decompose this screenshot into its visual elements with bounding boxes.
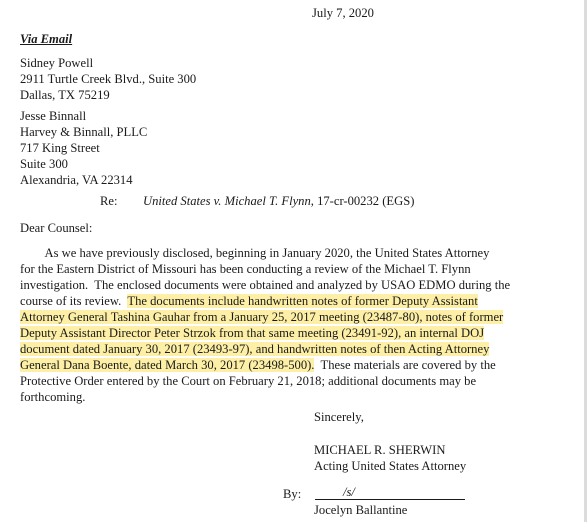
highlighted-text: Deputy Assistant Director Peter Strzok from that same meeting (23491-92), an internal DOJ [20, 326, 485, 340]
salutation: Dear Counsel: [20, 221, 93, 235]
letter-date: July 7, 2020 [312, 6, 374, 20]
body-text: As we have previously disclosed, beginning in January 2020, the United States Attorney [20, 246, 490, 260]
recipient-line: Alexandria, VA 22314 [20, 173, 133, 187]
body-text: These materials are covered by the [314, 358, 496, 372]
recipient-line: Sidney Powell [20, 56, 94, 70]
body-line [20, 277, 565, 293]
body-line [20, 341, 565, 357]
recipient-line: Jesse Binnall [20, 109, 87, 123]
delivery-method: Via Email [20, 32, 73, 46]
recipient-line: Dallas, TX 75219 [20, 88, 110, 102]
body-paragraph [20, 245, 565, 405]
body-line [20, 325, 565, 341]
body-text: course of its review. [20, 294, 128, 308]
recipient-line: 717 King Street [20, 141, 100, 155]
case-name: United States v. Michael T. Flynn [143, 194, 311, 208]
recipient-address-1 [20, 55, 196, 103]
highlighted-text: document dated January 30, 2017 (23493-97), and handwritten notes of then Acting Attorney [20, 342, 490, 356]
highlighted-text: Attorney General Tashina Gauhar from a January 25, 2017 meeting (23487-80), notes of former [20, 310, 504, 324]
signer-title: Acting United States Attorney [314, 459, 467, 473]
body-text: investigation. The enclosed documents were obtained and analyzed by USAO EDMO during the [20, 278, 511, 292]
re-label: Re: [100, 194, 118, 208]
body-text: Protective Order entered by the Court on February 21, 2018; additional documents may be [20, 374, 477, 388]
signature-mark: /s/ [343, 485, 355, 499]
recipient-line: 2911 Turtle Creek Blvd., Suite 300 [20, 72, 197, 86]
body-line [20, 309, 565, 325]
re-subject [143, 193, 414, 209]
highlighted-text: General Dana Boente, dated March 30, 2017 (23498-500). [20, 358, 315, 372]
by-label: By: [283, 487, 302, 501]
body-line [20, 293, 565, 309]
body-line [20, 261, 565, 277]
recipient-address-2 [20, 108, 147, 188]
signature-line [315, 499, 465, 500]
signer-name: MICHAEL R. SHERWIN [314, 443, 446, 457]
highlighted-text: The documents include handwritten notes of former Deputy Assistant [127, 294, 478, 308]
body-line [20, 373, 565, 389]
signatory-name: Jocelyn Ballantine [314, 503, 408, 517]
body-text: for the Eastern District of Missouri has been conducting a review of the Michael T. Flynn [20, 262, 471, 276]
case-number: , 17-cr-00232 (EGS) [310, 194, 415, 208]
closing-sincerely: Sincerely, [314, 410, 364, 424]
recipient-line: Suite 300 [20, 157, 68, 171]
body-line [20, 389, 565, 405]
recipient-line: Harvey & Binnall, PLLC [20, 125, 148, 139]
body-line [20, 357, 565, 373]
body-text: forthcoming. [20, 390, 86, 404]
body-line [20, 245, 565, 261]
